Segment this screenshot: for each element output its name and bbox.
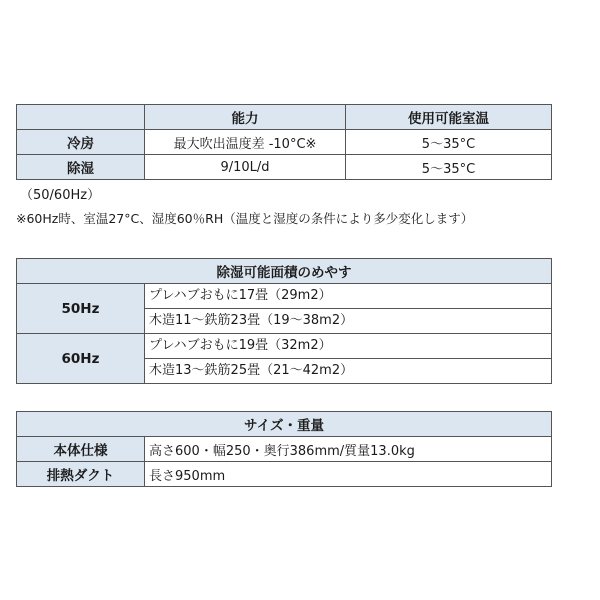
spec-row-dehumidify: [17, 155, 552, 180]
spec-temp-value: 5～35°C: [346, 130, 552, 155]
area-row-values: [145, 334, 552, 384]
hz-note: （50/60Hz）: [20, 188, 101, 203]
area-title-row: [17, 259, 552, 284]
spec-row-label: 冷房: [17, 130, 145, 155]
size-row-value: 高さ600・幅250・奥行386mm/質量13.0kg: [145, 437, 552, 462]
spec-capacity-value: 9/10L/d: [145, 155, 346, 180]
size-row-label: 排熱ダクト: [17, 462, 145, 487]
area-row-label: 50Hz: [17, 284, 145, 334]
area-line: 木造13～鉄筋25畳（21～42m2）: [145, 358, 551, 383]
area-line: プレハブおもに17畳（29m2）: [149, 288, 332, 303]
size-row-duct: [17, 462, 552, 487]
area-row-label: 60Hz: [17, 334, 145, 384]
size-row-label: 本体仕様: [17, 437, 145, 462]
spec-row-label: 除湿: [17, 155, 145, 180]
spec-row-cooling: [17, 130, 552, 155]
area-line: 木造11～鉄筋23畳（19～38m2）: [145, 308, 551, 333]
area-line: プレハブおもに19畳（32m2）: [149, 338, 332, 353]
spec-capacity-value: 最大吹出温度差 -10°C※: [145, 130, 346, 155]
area-table: [16, 258, 552, 384]
area-row-values: [145, 284, 552, 334]
spec-table: [16, 104, 552, 180]
spec-header-blank: [17, 105, 145, 130]
size-table-title: サイズ・重量: [17, 412, 552, 437]
size-title-row: [17, 412, 552, 437]
area-table-title: 除湿可能面積のめやす: [17, 259, 552, 284]
size-table: [16, 411, 552, 487]
spec-header-temp: 使用可能室温: [346, 105, 552, 130]
size-row-body: [17, 437, 552, 462]
area-row-60hz: [17, 334, 552, 384]
spec-header-row: [17, 105, 552, 130]
conditions-note: ※60Hz時、室温27°C、湿度60％RH（温度と湿度の条件により多少変化します）: [16, 211, 474, 226]
area-row-50hz: [17, 284, 552, 334]
spec-temp-value: 5～35°C: [346, 155, 552, 180]
spec-header-capacity: 能力: [145, 105, 346, 130]
size-row-value: 長さ950mm: [145, 462, 552, 487]
